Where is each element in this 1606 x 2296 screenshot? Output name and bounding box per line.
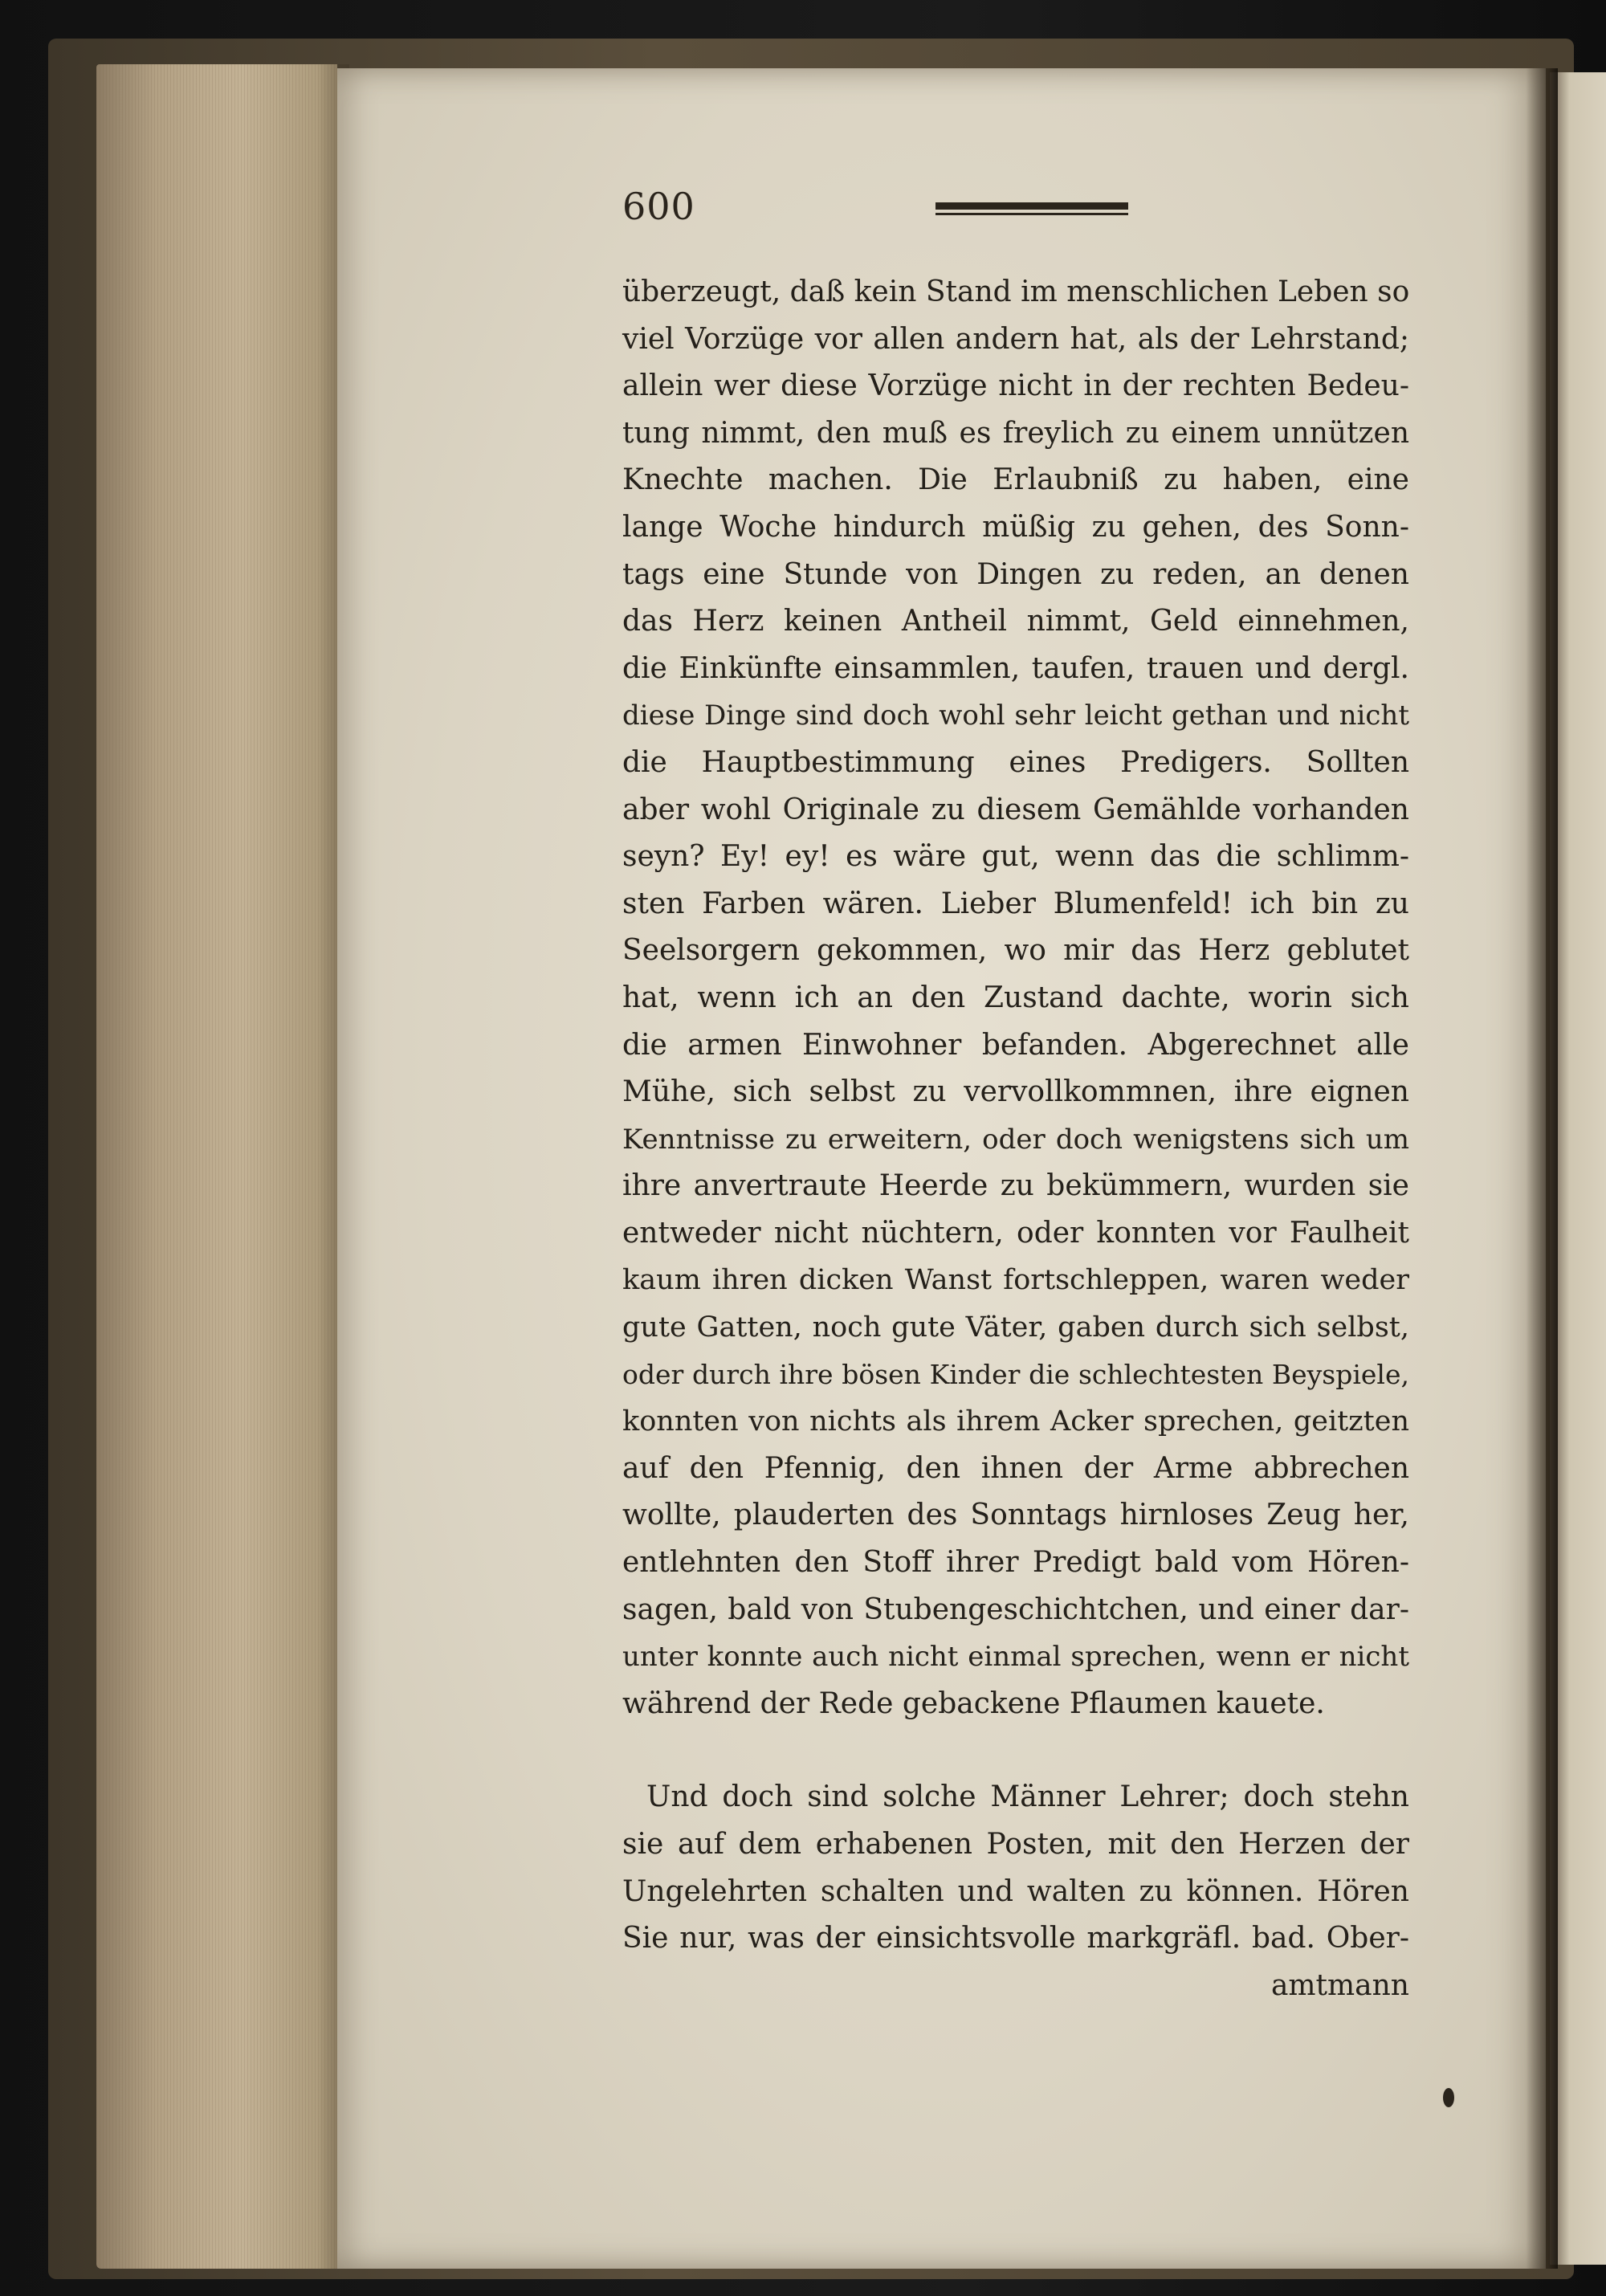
header-rule-thin [935,213,1128,215]
text-line: viel Vorzüge vor allen andern hat, als der Lehrstand; [622,322,1409,356]
text-line: die Einkünfte einsammlen, taufen, trauen und dergl. [622,651,1409,685]
header-rule-thick [935,202,1128,210]
text-line: überzeugt, daß kein Stand im menschlichen Leben so [622,275,1410,308]
text-line: kaum ihren dicken Wanst fortschleppen, waren weder [622,1264,1409,1297]
ink-smudge [1443,2088,1454,2107]
page-number: 600 [622,185,695,228]
text-line: allein wer diese Vorzüge nicht in der rechten Bedeu- [622,369,1409,403]
text-line: während der Rede gebackene Pflaumen kauete. [622,1686,1325,1720]
text-line: seyn? Ey! ey! es wäre gut, wenn das die schlimm- [622,840,1409,874]
text-line: konnten von nichts als ihrem Acker sprechen, geitzten [622,1405,1409,1438]
book-gutter [1526,68,1558,2269]
running-header [622,185,1136,233]
header-rule [935,202,1128,218]
body-text [622,269,1409,2009]
text-line: Ungelehrten schalten und walten zu können. Hören [622,1874,1409,1908]
text-line: unter konnte auch nicht einmal sprechen, wenn er nicht [622,1641,1409,1674]
text-line: aber wohl Originale zu diesem Gemählde vorhanden [622,793,1409,826]
text-line: Mühe, sich selbst zu vervollkommnen, ihre eignen [622,1075,1409,1109]
text-line: sie auf dem erhabenen Posten, mit den Herzen der [622,1828,1409,1861]
text-line: Und doch sind solche Männer Lehrer; doch stehn [646,1780,1409,1814]
text-line: Seelsorgern gekommen, wo mir das Herz geblutet [622,934,1409,968]
catchword: amtmann [1270,1968,1409,2002]
text-line: die Hauptbestimmung eines Predigers. Sollten [622,745,1409,779]
text-line: das Herz keinen Antheil nimmt, Geld einnehmen, [622,605,1409,638]
text-line: sten Farben wären. Lieber Blumenfeld! ich bin zu [622,887,1409,920]
text-line: Kenntnisse zu erweitern, oder doch wenigstens sich um [622,1123,1409,1156]
text-line: lange Woche hindurch müßig zu gehen, des Sonn- [622,510,1409,544]
text-line: entweder nicht nüchtern, oder konnten vor Faulheit [622,1216,1409,1250]
text-line: wollte, plauderten des Sonntags hirnloses Zeug her, [622,1499,1409,1532]
text-line: tung nimmt, den muß es freylich zu einem unnützen [622,416,1409,450]
text-line: entlehnten den Stoff ihrer Predigt bald vom Hören- [622,1546,1409,1580]
paragraph-2 [622,1774,1409,1962]
text-line: tags eine Stunde von Dingen zu reden, an denen [622,557,1409,591]
paragraph-1 [622,269,1409,1727]
text-line: die armen Einwohner befanden. Abgerechnet alle [622,1028,1409,1062]
text-line: hat, wenn ich an den Zustand dachte, worin sich [622,981,1409,1014]
facing-page-edge [1550,72,1606,2265]
paragraph-gap [622,1727,1409,1774]
text-line: Knechte machen. Die Erlaubniß zu haben, eine [622,463,1409,497]
text-line: auf den Pfennig, den ihnen der Arme abbrechen [622,1451,1409,1485]
text-line: Sie nur, was der einsichtsvolle markgräfl. bad. Ober- [622,1922,1409,1955]
text-line: ihre anvertraute Heerde zu bekümmern, wurden sie [622,1169,1409,1203]
text-line: oder durch ihre bösen Kinder die schlechtesten Beyspiele, [622,1358,1409,1390]
text-line: diese Dinge sind doch wohl sehr leicht gethan und nicht [622,699,1409,732]
text-line: gute Gatten, noch gute Väter, gaben durch sich selbst, [622,1311,1409,1344]
text-line: sagen, bald von Stubengeschichtchen, und einer dar- [622,1593,1409,1626]
page-fore-edge [96,64,337,2269]
